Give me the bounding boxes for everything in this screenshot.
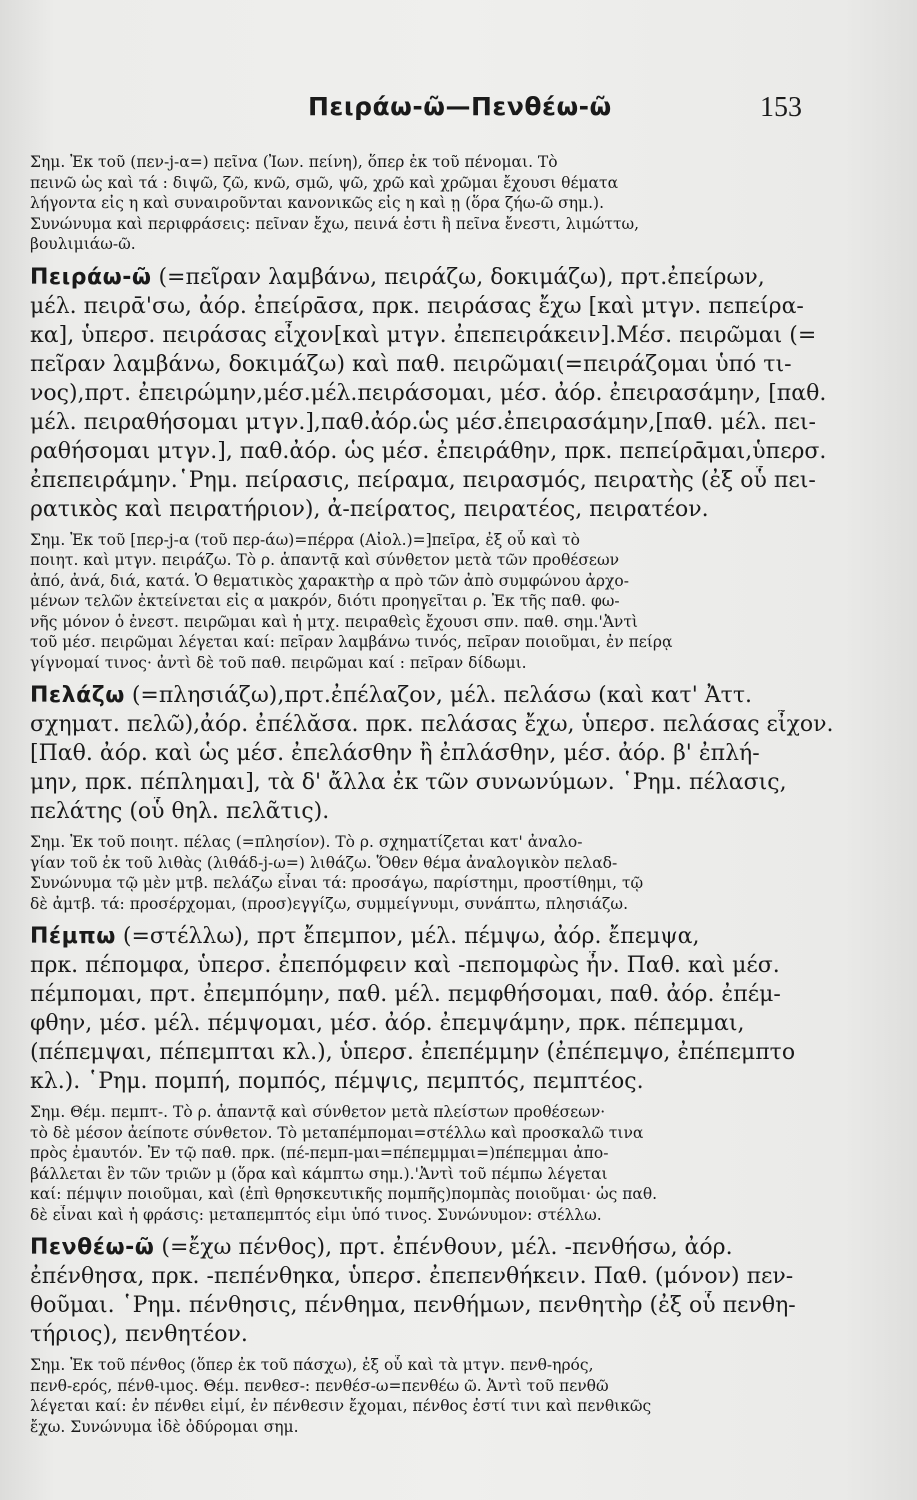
block-spacer bbox=[30, 255, 866, 263]
entry-line: ἐπεπειράμην.῾Ρημ. πείρασις, πείραμα, πειρασμός, πειρατὴς (ἐξ οὗ πει- bbox=[30, 467, 816, 493]
entry-note bbox=[30, 1355, 866, 1437]
block-spacer bbox=[30, 1225, 866, 1233]
entry-first-line bbox=[30, 922, 866, 951]
entry-text: (=πεῖραν λαμβάνω, πειράζω, δοκιμάζω), πρτ.ἐπείρων, bbox=[151, 264, 765, 290]
entry-text: (=στέλλω), πρτ ἔπεμπον, μέλ. πέμψω, ἀόρ. ἔπεμψα, bbox=[115, 924, 700, 949]
entry-line: πελάτης (οὗ θηλ. πελᾶτις). bbox=[30, 799, 330, 824]
note-line: ἀπό, ἀνά, διά, κατά. Ὁ θεματικὸς χαρακτὴρ α πρὸ τῶν ἀπὸ συμφώνου ἀρχο- bbox=[30, 571, 629, 590]
entry-line: μέλ. πειρᾱ'σω, ἀόρ. ἐπείρᾱσα, πρκ. πειράσας ἔχω [καὶ μτγν. πεπείρα- bbox=[30, 293, 804, 319]
dictionary-entry bbox=[30, 681, 866, 826]
entry-note bbox=[30, 832, 866, 914]
entry-note bbox=[30, 530, 866, 674]
entry-line: κλ.). ῾Ρημ. πομπή, πομπός, πέμψις, πεμπτός, πεμπτέος. bbox=[30, 1069, 644, 1094]
entry-line: θοῦμαι. ῾Ρημ. πένθησις, πένθημα, πενθήμων, πενθητὴρ (ἐξ οὗ πενθη- bbox=[30, 1293, 796, 1318]
page-header bbox=[0, 92, 917, 132]
note-line: Σημ. Ἐκ τοῦ [περ-j-α (τοῦ περ-άω)=πέρρα (Αἰολ.)=]πεῖρα, ἐξ οὗ καὶ τὸ bbox=[30, 530, 580, 549]
headword: Πενθέω-ῶ bbox=[30, 1235, 155, 1260]
entry-note bbox=[30, 1102, 866, 1225]
note-line: βουλιμιάω-ῶ. bbox=[30, 235, 136, 253]
note-line: πεινῶ ὡς καὶ τά : διψῶ, ζῶ, κνῶ, σμῶ, ψῶ, χρῶ καὶ χρῶμαι ἔχουσι θέματα bbox=[30, 173, 619, 192]
entry-line: πρκ. πέπομφα, ὑπερσ. ἐπεπόμφειν καὶ -πεπομφὼς ἦν. Παθ. καὶ μέσ. bbox=[30, 953, 780, 978]
entry-line: μέλ. πειραθήσομαι μτγν.],παθ.ἀόρ.ὡς μέσ.ἐπειρασάμην,[παθ. μέλ. πει- bbox=[30, 409, 816, 435]
headword: Πειράω-ῶ bbox=[30, 264, 152, 290]
note-line: μένων τελῶν ἐκτείνεται εἰς α μακρόν, διότι προηγεῖται ρ. Ἐκ τῆς παθ. φω- bbox=[30, 592, 620, 610]
entry-line: τήριος), πενθητέον. bbox=[30, 1322, 248, 1347]
note-line: πενθ-ερός, πένθ-ιμος. Θέμ. πενθεσ-: πενθέσ-ω=πενθέω ῶ. Ἀντὶ τοῦ πενθῶ bbox=[30, 1376, 609, 1395]
note-line: καί: πέμψιν ποιοῦμαι, καὶ (ἐπὶ θρησκευτικῆς πομπῆς)πομπὰς ποιοῦμαι· ὡς παθ. bbox=[30, 1185, 658, 1203]
block-spacer bbox=[30, 914, 866, 922]
page-number: 153 bbox=[760, 92, 802, 123]
note-line: Σημ. Ἐκ τοῦ ποιητ. πέλας (=πλησίον). Τὸ ρ. σχηματίζεται κατ' ἀναλο- bbox=[30, 833, 583, 851]
entry-line: μην, πρκ. πέπλημαι], τὰ δ' ἄλλα ἐκ τῶν συνωνύμων. ῾Ρημ. πέλασις, bbox=[30, 770, 787, 795]
block-spacer bbox=[30, 673, 866, 681]
dictionary-entry bbox=[30, 922, 866, 1096]
entry-text: (=ἔχω πένθος), πρτ. ἐπένθουν, μέλ. -πενθήσω, ἀόρ. bbox=[154, 1235, 733, 1260]
note-line: λέγεται καί: ἐν πένθει εἰμί, ἐν πένθεσιν ἔχομαι, πένθος ἐστί τινι καὶ πενθικῶς bbox=[30, 1397, 652, 1415]
note-line: πρὸς ἐμαυτόν. Ἐν τῷ παθ. πρκ. (πέ-πεμπ-μαι=πέπεμμμαι=)πέπεμμαι ἀπο- bbox=[30, 1144, 609, 1162]
entry-first-line bbox=[30, 681, 866, 710]
page-body bbox=[30, 152, 866, 1437]
entry-first-line bbox=[30, 263, 866, 292]
note-line: λήγοντα εἰς η καὶ συναιροῦνται κανονικῶς εἰς η καὶ ῃ (ὅρα ζήω-ῶ σημ.). bbox=[30, 194, 604, 212]
entry-line: ἐπένθησα, πρκ. -πεπένθηκα, ὑπερσ. ἐπεπενθήκειν. Παθ. (μόνον) πεν- bbox=[30, 1264, 794, 1289]
entry-line: ραθήσομαι μτγν.], παθ.ἀόρ. ὡς μέσ. ἐπειράθην, πρκ. πεπείρᾱμαι,ὑπερσ. bbox=[30, 438, 827, 464]
note-line: Συνώνυμα τῷ μὲν μτβ. πελάζω εἶναι τά: προσάγω, παρίστημι, προστίθημι, τῷ bbox=[30, 874, 644, 892]
note-line: νῆς μόνον ὁ ἐνεστ. πειρῶμαι καὶ ἡ μτχ. πειραθεὶς ἔχουσι σπν. παθ. σημ.'Ἀντὶ bbox=[30, 612, 638, 631]
note-line: γίαν τοῦ ἐκ τοῦ λιθὰς (λιθάδ-j-ω=) λιθάζω. Ὅθεν θέμα ἀναλογικὸν πελαδ- bbox=[30, 853, 618, 872]
note-line: ἔχω. Συνώνυμα ἰδὲ ὀδύρομαι σημ. bbox=[30, 1417, 299, 1436]
note-line: βάλλεται ἓν τῶν τριῶν μ (ὅρα καὶ κάμπτω σημ.).'Ἀντὶ τοῦ πέμπω λέγεται bbox=[30, 1164, 608, 1183]
entry-line: ρατικὸς καὶ πειρατήριον), ἀ-πείρατος, πειρατέος, πειρατέον. bbox=[30, 496, 709, 522]
note-line: Σημ. Ἐκ τοῦ πένθος (ὅπερ ἐκ τοῦ πάσχω), ἐξ οὗ καὶ τὰ μτγν. πενθ-ηρός, bbox=[30, 1356, 594, 1374]
note-line: δὲ ἀμτβ. τά: προσέρχομαι, (προσ)εγγίζω, συμμείγνυμι, συνάπτω, πλησιάζω. bbox=[30, 894, 628, 913]
running-title: Πειράω-ῶ—Πενθέω-ῶ bbox=[308, 92, 612, 121]
note-line: γίγνομαί τινος· ἀντὶ δὲ τοῦ παθ. πειρῶμαι καί : πεῖραν δίδωμι. bbox=[30, 653, 527, 672]
entry-line: (πέπεμψαι, πέπεμπται κλ.), ὑπερσ. ἐπεπέμμην (ἐπέπεμψο, ἐπέπεμπτο bbox=[30, 1040, 796, 1065]
entry-note bbox=[30, 152, 866, 255]
entry-line: φθην, μέσ. μέλ. πέμψομαι, μέσ. ἀόρ. ἐπεμψάμην, πρκ. πέπεμμαι, bbox=[30, 1011, 745, 1036]
note-line: ποιητ. καὶ μτγν. πειράζω. Τὸ ρ. ἁπαντᾷ καὶ σύνθετον μετὰ τῶν προθέσεων bbox=[30, 551, 620, 569]
entry-line: νος),πρτ. ἐπειρώμην,μέσ.μέλ.πειράσομαι, μέσ. ἀόρ. ἐπειρασάμην, [παθ. bbox=[30, 380, 827, 406]
entry-first-line bbox=[30, 1233, 866, 1262]
entry-line: πέμπομαι, πρτ. ἐπεμπόμην, παθ. μέλ. πεμφθήσομαι, παθ. ἀόρ. ἐπέμ- bbox=[30, 982, 781, 1007]
note-line: Σημ. Ἐκ τοῦ (πεν-j-α=) πεῖνα (Ἰων. πείνη), ὅπερ ἐκ τοῦ πένομαι. Τὸ bbox=[30, 153, 558, 171]
entry-line: σχηματ. πελῶ),ἀόρ. ἐπέλᾰσα. πρκ. πελάσας ἔχω, ὑπερσ. πελάσας εἶχον. bbox=[30, 712, 834, 737]
note-line: τοῦ μέσ. πειρῶμαι λέγεται καί: πεῖραν λαμβάνω τινός, πεῖραν ποιοῦμαι, ἐν πείρᾳ bbox=[30, 633, 673, 651]
note-line: Συνώνυμα καὶ περιφράσεις: πεῖναν ἔχω, πεινά ἐστι ἢ πεῖνα ἔνεστι, λιμώττω, bbox=[30, 214, 640, 233]
entry-line: κα], ὑπερσ. πειράσας εἶχον[καὶ μτγν. ἐπεπειράκειν].Μέσ. πειρῶμαι (= bbox=[30, 322, 817, 348]
dictionary-entry bbox=[30, 263, 866, 524]
headword: Πέμπω bbox=[30, 924, 116, 949]
entry-text: (=πλησιάζω),πρτ.ἐπέλαζον, μέλ. πελάσω (καὶ κατ' Ἀττ. bbox=[124, 683, 752, 708]
headword: Πελάζω bbox=[30, 683, 125, 708]
note-line: Σημ. Θέμ. πεμπτ-. Τὸ ρ. ἁπαντᾷ καὶ σύνθετον μετὰ πλείστων προθέσεων· bbox=[30, 1103, 606, 1121]
note-line: δὲ εἶναι καὶ ἡ φράσις: μεταπεμπτός εἰμι ὑπό τινος. Συνώνυμον: στέλλω. bbox=[30, 1205, 602, 1224]
entry-line: πεῖραν λαμβάνω, δοκιμάζω) καὶ παθ. πειρῶμαι(=πειράζομαι ὑπό τι- bbox=[30, 351, 792, 377]
entry-line: [Παθ. ἀόρ. καὶ ὡς μέσ. ἐπελάσθην ἢ ἐπλάσθην, μέσ. ἀόρ. β' ἐπλή- bbox=[30, 741, 760, 766]
dictionary-entry bbox=[30, 1233, 866, 1349]
note-line: τὸ δὲ μέσον ἀείποτε σύνθετον. Τὸ μεταπέμπομαι=στέλλω καὶ προσκαλῶ τινα bbox=[30, 1123, 644, 1142]
